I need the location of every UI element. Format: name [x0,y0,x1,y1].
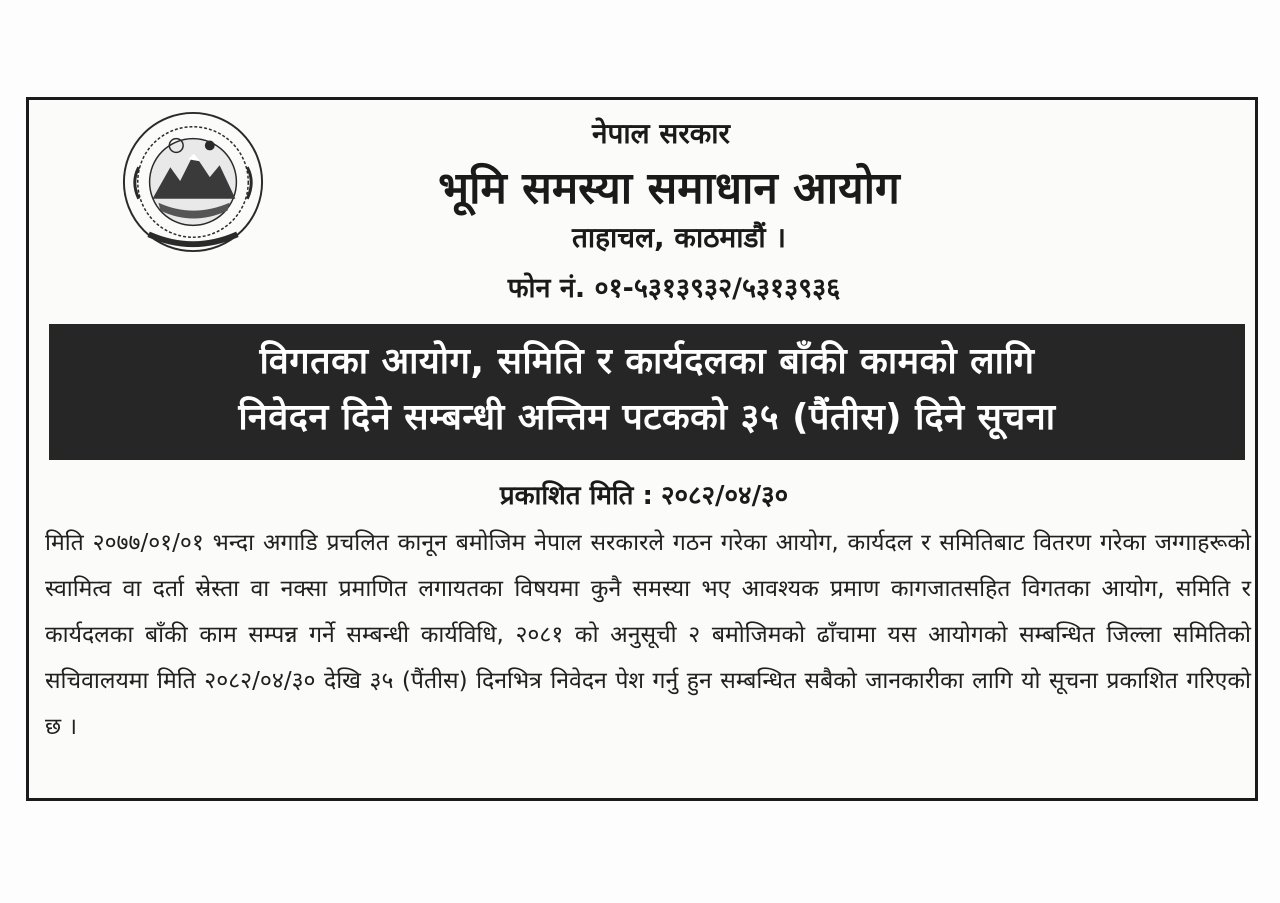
publication-date [29,476,1259,512]
public-notice [26,97,1258,801]
office-address: ताहाचल, काठमाडौं । [571,221,787,254]
government-name: नेपाल सरकार [591,117,731,150]
phone-number: फोन नं. ०१-५३१३९३२/५३१३९३६ [507,273,841,304]
publication-date-value: २०८२/०४/३० [660,481,789,511]
notice-body: मिति २०७७/०१/०१ भन्दा अगाडि प्रचलित कानून बमोजिम नेपाल सरकारले गठन गरेका आयोग, कार्यदल र समितिबाट वितरण गरेका जग्गाहरूको स्वामित्व वा दर्ता स्रेस्ता वा नक्सा प्रमाणित लगायतका विषयमा कुनै समस्या भए आवश्यक प्रमाण कागजातसहित विगतका आयोग, समिति र कार्यदलका बाँकी काम सम्पन्न गर्ने सम्बन्धी कार्यविधि, २०८१ को अनुसूची २ बमोजिमको ढाँचामा यस आयोगको सम्बन्धित जिल्ला समितिको सचिवालयमा मिति २०८२/०४/३० देखि ३५ (पैंतीस) दिनभित्र निवेदन पेश गर्नु हुन सम्बन्धित सबैको जानकारीका लागि यो सूचना प्रकाशित गरिएको छ । [45,530,1251,740]
notice-title-banner [49,324,1245,460]
notice-title-line-2: निवेदन दिने सम्बन्धी अन्तिम पटकको ३५ (पैंतीस) दिने सूचना [238,397,1056,438]
publication-date-label: प्रकाशित मिति : [499,481,653,511]
notice-title-line-1: विगतका आयोग, समिति र कार्यदलका बाँकी कामको लागि [259,341,1035,382]
commission-name: भूमि समस्या समाधान आयोग [438,163,900,214]
